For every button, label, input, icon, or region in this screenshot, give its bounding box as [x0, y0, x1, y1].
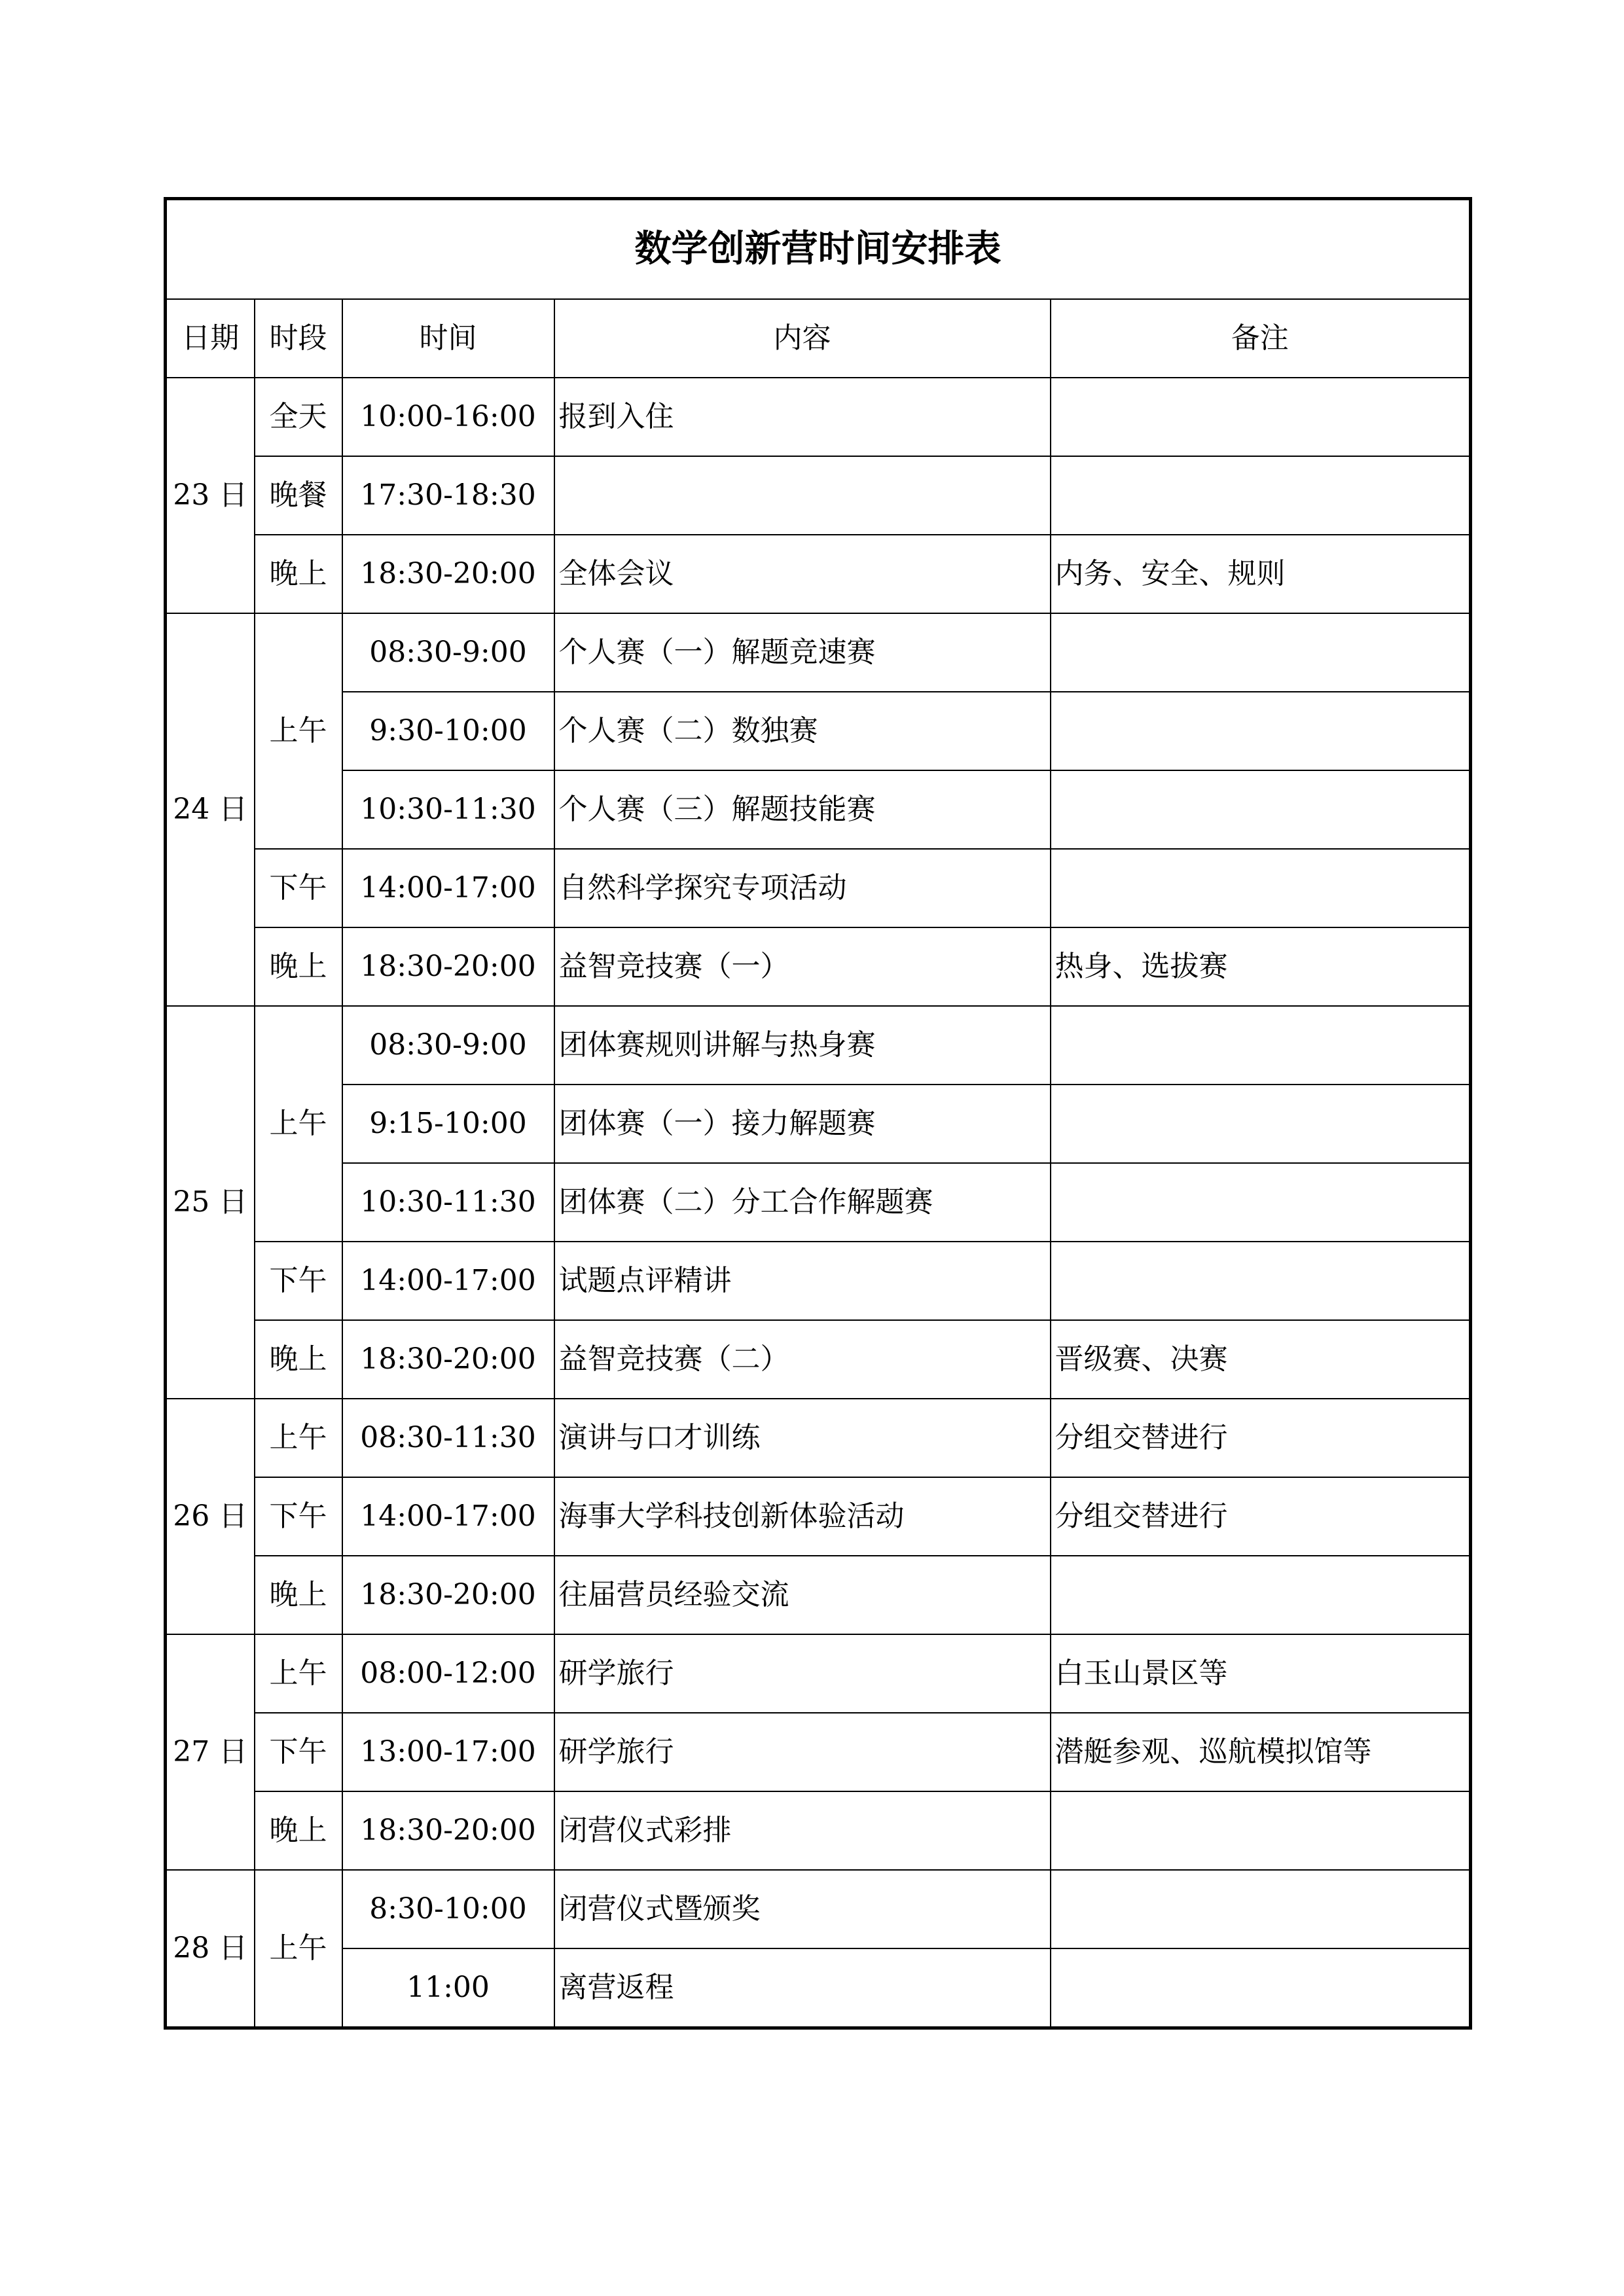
- period-cell: 下午: [255, 1713, 342, 1791]
- table-row: [166, 1006, 1471, 1085]
- title-cell: [166, 199, 1471, 300]
- note-cell: [1051, 692, 1471, 770]
- header-period: 时段: [255, 299, 342, 378]
- period-cell: 下午: [255, 849, 342, 927]
- table-row: [166, 1242, 1471, 1320]
- period-cell: 全天: [255, 378, 342, 456]
- table-row: [166, 1085, 1471, 1163]
- table-row: [166, 1948, 1471, 2028]
- content-cell: 研学旅行: [554, 1713, 1051, 1791]
- time-cell: 08:00-12:00: [342, 1634, 554, 1713]
- time-cell: 08:30-9:00: [342, 613, 554, 692]
- content-cell: 往届营员经验交流: [554, 1556, 1051, 1634]
- time-cell: 18:30-20:00: [342, 1320, 554, 1399]
- time-cell: 8:30-10:00: [342, 1870, 554, 1948]
- note-cell: [1051, 456, 1471, 535]
- content-cell: 离营返程: [554, 1948, 1051, 2028]
- table-row: [166, 692, 1471, 770]
- time-cell: 14:00-17:00: [342, 1242, 554, 1320]
- note-cell: [1051, 770, 1471, 849]
- table-row: [166, 1477, 1471, 1556]
- period-cell: 晚上: [255, 1556, 342, 1634]
- content-cell: 个人赛（三）解题技能赛: [554, 770, 1051, 849]
- time-cell: 08:30-11:30: [342, 1399, 554, 1477]
- period-cell: 下午: [255, 1242, 342, 1320]
- time-cell: 14:00-17:00: [342, 849, 554, 927]
- note-cell: [1051, 1791, 1471, 1870]
- table-row: [166, 1163, 1471, 1242]
- date-cell: 24 日: [166, 613, 255, 1006]
- time-cell: 14:00-17:00: [342, 1477, 554, 1556]
- content-cell: 全体会议: [554, 535, 1051, 613]
- note-cell: [1051, 1556, 1471, 1634]
- note-cell: 内务、安全、规则: [1051, 535, 1471, 613]
- header-content: 内容: [554, 299, 1051, 378]
- content-cell: 闭营仪式彩排: [554, 1791, 1051, 1870]
- content-cell: 益智竞技赛（一）: [554, 927, 1051, 1006]
- table-row: [166, 1556, 1471, 1634]
- time-cell: 13:00-17:00: [342, 1713, 554, 1791]
- note-cell: 晋级赛、决赛: [1051, 1320, 1471, 1399]
- content-cell: [554, 456, 1051, 535]
- note-cell: [1051, 849, 1471, 927]
- time-cell: 9:15-10:00: [342, 1085, 554, 1163]
- content-cell: 演讲与口才训练: [554, 1399, 1051, 1477]
- content-cell: 团体赛规则讲解与热身赛: [554, 1006, 1051, 1085]
- date-cell: 26 日: [166, 1399, 255, 1634]
- content-cell: 个人赛（二）数独赛: [554, 692, 1051, 770]
- period-cell: 晚上: [255, 535, 342, 613]
- note-cell: [1051, 613, 1471, 692]
- date-cell: 23 日: [166, 378, 255, 613]
- table-row: [166, 1870, 1471, 1948]
- table-row: [166, 770, 1471, 849]
- note-cell: 分组交替进行: [1051, 1477, 1471, 1556]
- note-cell: 热身、选拔赛: [1051, 927, 1471, 1006]
- note-cell: [1051, 1006, 1471, 1085]
- table-row: [166, 1320, 1471, 1399]
- table-row: [166, 927, 1471, 1006]
- time-cell: 10:00-16:00: [342, 378, 554, 456]
- schedule-table: [164, 197, 1472, 2030]
- period-cell: 上午: [255, 1399, 342, 1477]
- time-cell: 17:30-18:30: [342, 456, 554, 535]
- time-cell: 08:30-9:00: [342, 1006, 554, 1085]
- time-cell: 10:30-11:30: [342, 1163, 554, 1242]
- content-cell: 海事大学科技创新体验活动: [554, 1477, 1051, 1556]
- content-cell: 个人赛（一）解题竞速赛: [554, 613, 1051, 692]
- time-cell: 9:30-10:00: [342, 692, 554, 770]
- schedule-body: [166, 199, 1471, 2028]
- content-cell: 闭营仪式暨颁奖: [554, 1870, 1051, 1948]
- time-cell: 18:30-20:00: [342, 927, 554, 1006]
- period-cell: 晚上: [255, 1791, 342, 1870]
- content-cell: 团体赛（二）分工合作解题赛: [554, 1163, 1051, 1242]
- table-row: [166, 456, 1471, 535]
- note-cell: [1051, 1163, 1471, 1242]
- note-cell: [1051, 1870, 1471, 1948]
- table-row: [166, 1791, 1471, 1870]
- note-cell: 分组交替进行: [1051, 1399, 1471, 1477]
- period-cell: 上午: [255, 1870, 342, 2028]
- content-cell: 团体赛（一）接力解题赛: [554, 1085, 1051, 1163]
- time-cell: 18:30-20:00: [342, 535, 554, 613]
- note-cell: 白玉山景区等: [1051, 1634, 1471, 1713]
- period-cell: 晚上: [255, 1320, 342, 1399]
- note-cell: [1051, 1242, 1471, 1320]
- table-row: [166, 1399, 1471, 1477]
- table-row: [166, 378, 1471, 456]
- content-cell: 试题点评精讲: [554, 1242, 1051, 1320]
- date-cell: 28 日: [166, 1870, 255, 2028]
- time-cell: 18:30-20:00: [342, 1791, 554, 1870]
- date-cell: 25 日: [166, 1006, 255, 1399]
- period-cell: 上午: [255, 1634, 342, 1713]
- header-date: 日期: [166, 299, 255, 378]
- header-note: 备注: [1051, 299, 1471, 378]
- table-row: [166, 613, 1471, 692]
- header-time: 时间: [342, 299, 554, 378]
- content-cell: 益智竞技赛（二）: [554, 1320, 1051, 1399]
- time-cell: 10:30-11:30: [342, 770, 554, 849]
- table-row: [166, 1713, 1471, 1791]
- note-cell: [1051, 1948, 1471, 2028]
- note-cell: [1051, 1085, 1471, 1163]
- page-title: 数学创新营时间安排表: [634, 227, 1001, 271]
- header-row: [166, 299, 1471, 378]
- date-cell: 27 日: [166, 1634, 255, 1870]
- title-row: [166, 199, 1471, 300]
- table-row: [166, 1634, 1471, 1713]
- content-cell: 自然科学探究专项活动: [554, 849, 1051, 927]
- period-cell: 晚餐: [255, 456, 342, 535]
- content-cell: 研学旅行: [554, 1634, 1051, 1713]
- note-cell: [1051, 378, 1471, 456]
- period-cell: 晚上: [255, 927, 342, 1006]
- period-cell: 上午: [255, 613, 342, 849]
- period-cell: 上午: [255, 1006, 342, 1242]
- content-cell: 报到入住: [554, 378, 1051, 456]
- period-cell: 下午: [255, 1477, 342, 1556]
- time-cell: 11:00: [342, 1948, 554, 2028]
- time-cell: 18:30-20:00: [342, 1556, 554, 1634]
- table-row: [166, 849, 1471, 927]
- note-cell: 潜艇参观、巡航模拟馆等: [1051, 1713, 1471, 1791]
- table-row: [166, 535, 1471, 613]
